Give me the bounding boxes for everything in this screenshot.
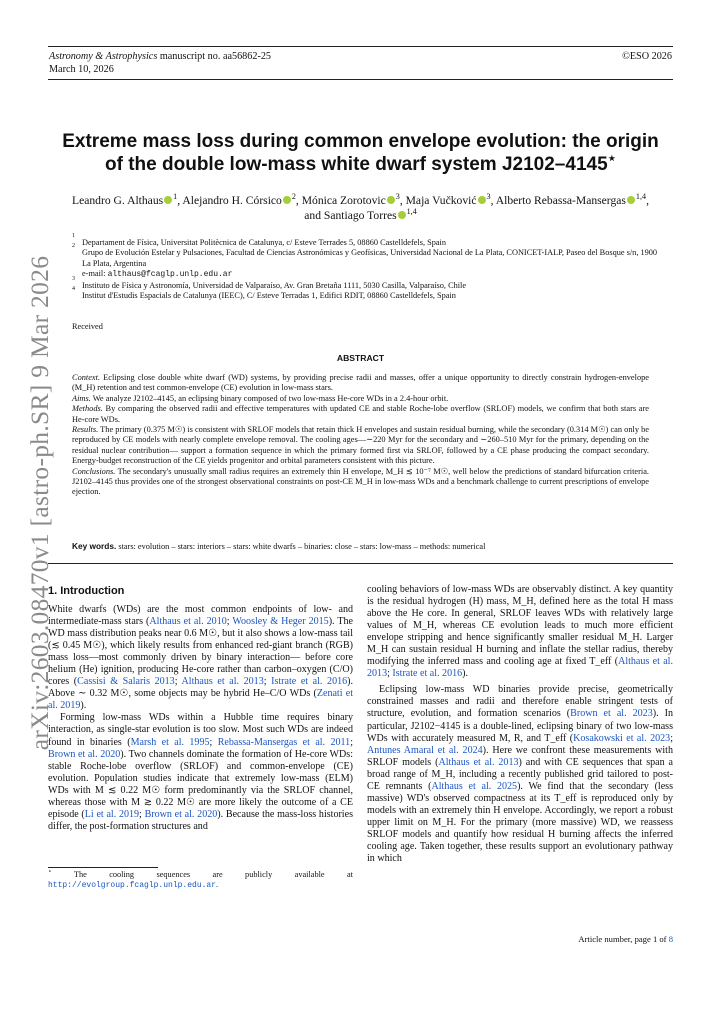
received-line: Received [72,322,103,331]
citation-link[interactable]: Althaus et al. 2010 [149,616,227,628]
citation-link[interactable]: Althaus et al. 2013 [367,656,673,680]
keywords-text: stars: evolution – stars: interiors – stars: white dwarfs – binaries: close – stars: low-mass – methods: numerical [116,542,486,551]
footnote-mark: ⋆ [48,869,52,876]
affiliation-text: Institut d'Estudis Espacials de Catalunya (IEEC), C/ Esteve Terradas 1, Edifici RDIT, 08860 Castelldefels, Spain [82,291,456,301]
footnote-url-link[interactable]: http://evolgroup.fcaglp.unlp.edu.ar [48,881,217,890]
abstract-methods [72,404,649,425]
manuscript-number: manuscript no. aa56862-25 [157,51,272,62]
citation-link[interactable]: Rebassa-Mansergas et al. 2011 [217,736,351,748]
affiliation-2: 2 Grupo de Evolución Estelar y Pulsaciones, Facultad de Ciencias Astronómicas y Geofísicas, Universidad Nacional de La Plata, CONICET-IALP, Paseo del Bosque s/n, 1900 La Plata, Argentina e-mail: althaus@fcaglp.unlp.edu.ar [72,243,658,280]
author-list [70,193,651,223]
orcid-icon[interactable] [478,196,486,204]
intro-paragraph-1: White dwarfs (WDs) are the most common endpoints of low- and intermediate-mass stars (Althaus et al. 2010; Woosley & Heger 2015). The WD mass distribution peaks near 0.6 M☉, but it also shows a low-mass tail (≲ 0.45 M☉), which likely results from enhanced red-giant branch (RGB) mass loss—most commonly driven by binary interaction— before core helium (He) ignition, producing He-core rather than carbon–oxygen (C/O) cores (Cassisi & Salaris 2013; Althaus et al. 2013; Istrate et al. 2016). Above ∼ 0.32 M☉, some objects may be hybrid He–C/O WDs (Zenati et al. 2019). [48,604,354,712]
text: Eclipsing low-mass WD binaries provide precise, geometrically constrained masses and radii and therefore enable stringent tests of structure, evolution, and formation scenarios ( [367,684,673,720]
text: ). Above ∼ 0.32 M☉, some objects may be hybrid He–C/O WDs ( [48,676,354,700]
manuscript-date: March 10, 2026 [49,64,114,75]
orcid-icon[interactable] [627,196,635,204]
title-line-1: Extreme mass loss during common envelope evolution: the origin [62,131,659,152]
citation-link[interactable]: Li et al. 2019 [84,808,140,820]
citation-link[interactable]: Istrate et al. 2016 [392,668,463,680]
author-2-affil: 2 [291,192,296,202]
citation-link[interactable]: Zenati et al. 2019 [48,688,353,712]
author-3: , Mónica Zorotovic [295,194,386,207]
footnote-end: . [216,880,219,889]
author-6-affil: 1,4 [406,207,417,217]
author-4: , Maja Vučković [399,194,477,207]
text: We analyze J2102–4145, an eclipsing binary composed of two low-mass He-core WDs in a 2.4-hour orbit. [90,393,449,403]
citation-link[interactable]: Althaus et al. 2025 [431,780,518,792]
text: Eclipsing close double white dwarf (WD) systems, by providing precise radii and masses, offer a unique opportunity to directly constrain hydrogen-envelope (M_H) retention and test common-envelope (CE) evolution in low-mass stars. [72,373,649,393]
keywords-label: Key words. [72,541,117,551]
intro-paragraph-2-cont: cooling behaviors of low-mass WDs are observably distinct. A key quantity is the residual hydrogen (H) mass, M_H, defined here as the total H mass above the He core. In general, SRLOF leaves WDs with relatively large values of M_H, whereas CE evolution leads to much more efficient envelope stripping and hence significantly smaller residual M_H. Larger M_H can sustain residual H burning and inflate the stellar radius, thereby modifying the inferred mass and cooling age at fixed T_eff (Althaus et al. 2013; Istrate et al. 2016). [367,584,673,680]
title-line-2: of the double low-mass white dwarf system J2102–4145 [105,154,608,175]
author-4-affil: 3 [486,192,491,202]
paper-title [40,130,681,176]
arxiv-watermark: arXiv:2603.08470v1 [astro-ph.SR] 9 Mar 2026 [25,255,54,751]
page-number [490,934,673,944]
intro-paragraph-3: Eclipsing low-mass WD binaries provide precise, geometrically constrained masses and radii and therefore enable stringent tests of structure, evolution, and formation scenarios (Brown et al. 2023). In particular, J2102−4145 is a double-lined, eclipsing binary of two low-mass WDs with accurately measured M, R, and T_eff (Kosakowski et al. 2023; Antunes Amaral et al. 2024). Here we confront these measurements with SRLOF models (Althaus et al. 2013) and with CE sequences that span a broad range of M_H, including a recently published grid tailored to post-CE remnants (Althaus et al. 2025). We find that the secondary (less massive) WD's observed compactness at its T_eff is reproduced only by models with an extremely thin H envelope. Accordingly, we report a robust upper limit on M_H. For the primary (more massive) WD, we reassess SRLOF models and quantify how residual H burning affects the inferred cooling age. Taken together, these results support an evolutionary pathway in which [367,684,673,865]
text: ). We find that the secondary (less massive) WD's observed compactness at its T_eff is reproduced only by models with an extremely thin H envelope. Accordingly, we report a robust upper limit on M_H. For the primary (more massive) WD, we reassess SRLOF models and quantify how residual H burning affects the inferred cooling age. Taken together, these results support an evolutionary pathway in which [367,780,673,865]
abstract-aims [72,394,649,404]
right-column [367,584,673,865]
abstract-heading: ABSTRACT [336,353,385,363]
text: The secondary's unusually small radius requires an extremely thin H envelope, M_H ≲ 10⁻⁷ M☉, well below the predictions of standard bifurcation criteria. J2102–4145 thus provides one of the strongest observational constraints on post-CE M_H in low-mass WDs and a benchmark challenge to current prescriptions of envelope ejection. [72,466,649,497]
text: ). Two channels dominate the formation of He-core WDs: stable Roche-lobe overflow (SRLOF) and common-envelope (CE) evolution. Population studies indicate that extremely low-mass (ELM) WDs with M ≲ 0.22 M☉ form predominantly via the SRLOF channel, whereas those with M ≳ 0.22 M☉ are more likely the outcome of a CE episode ( [48,748,353,820]
citation-link[interactable]: Brown et al. 2020 [144,808,218,820]
footnote-rule [48,867,158,868]
abstract-conclusions [72,467,649,498]
orcid-icon[interactable] [164,196,172,204]
citation-link[interactable]: Antunes Amaral et al. 2024 [367,744,483,756]
citation-link[interactable]: Marsh et al. 1995 [130,736,210,748]
journal-name: Astronomy & Astrophysics [49,51,158,62]
text: White dwarfs (WDs) are the most common endpoints of low- and intermediate-mass stars ( [48,604,353,628]
author-1-affil: 1 [173,192,178,202]
author-3-affil: 3 [395,192,400,202]
citation-link[interactable]: Brown et al. 2023 [570,708,653,720]
text: Forming low-mass WDs within a Hubble time requires binary interaction, as single-star evolution is too slow. Most such WDs are indeed found in binaries ( [48,712,353,748]
label: Methods. [72,404,103,414]
text: ). The WD mass distribution peaks near 0.6 M☉, but it also shows a low-mass tail (≲ 0.45 M☉), which likely results from enhanced red-giant branch (RGB) mass loss—most commonly driven by binary interaction— before core helium (He) ignition, producing He-core rather than carbon–oxygen (C/O) cores ( [48,616,353,688]
text: cooling behaviors of low-mass WDs are observably distinct. A key quantity is the residual hydrogen (H) mass, M_H, defined here as the total H mass above the He core. In general, SRLOF leaves WDs with relatively large values of M_H, whereas CE evolution leads to much more efficient envelope stripping and hence significantly smaller residual M_H. Larger M_H can sustain residual H burning and inflate the stellar radius, thereby modifying the inferred mass and cooling age at fixed T_eff ( [367,584,673,668]
page-total-link[interactable]: 8 [668,934,673,944]
email-label: e-mail: [82,269,108,279]
affiliation-text: Grupo de Evolución Estelar y Pulsaciones, Facultad de Ciencias Astronómicas y Geofísicas, Universidad Nacional de La Plata, CONICET-IALP, Paseo del Bosque s/n, 1900 La Plata, Argentina [82,248,658,268]
affiliation-text: Departament de Física, Universitat Politècnica de Catalunya, c/ Esteve Terrades 5, 08860 Castelldefels, Spain [82,238,446,247]
running-header [48,46,673,80]
author-1: Leandro G. Althaus [72,194,164,207]
label: Context. [72,373,101,382]
author-5-affil: 1,4 [635,192,647,202]
keywords [72,541,662,552]
footnote [48,870,353,891]
affiliation-3: 3 Instituto de Física y Astronomía, Universidad de Valparaíso, Av. Gran Bretaña 1111, 5030 Casilla, Valparaíso, Chile [72,275,467,290]
copyright: ©ESO 2026 [622,51,672,62]
citation-link[interactable]: Althaus et al. 2013 [438,756,519,768]
email-address[interactable]: althaus@fcaglp.unlp.edu.ar [107,270,233,280]
page-number-text: Article number, page 1 of [578,934,669,944]
abstract-results [72,425,649,467]
left-column [48,604,353,833]
citation-link[interactable]: Althaus et al. 2013 [181,676,264,688]
text: ). [80,700,87,712]
text: ). [462,668,469,680]
citation-link[interactable]: Cassisi & Salaris 2013 [77,676,175,688]
abstract-context [72,373,649,394]
footnote-text: The cooling sequences are publicly available at [51,870,353,879]
orcid-icon[interactable] [283,196,291,204]
label: Aims. [72,393,91,403]
affiliation-text: Instituto de Física y Astronomía, Universidad de Valparaíso, Av. Gran Bretaña 1111, 5030 Casilla, Valparaíso, Chile [82,280,467,290]
affiliation-1: 1 Departament de Física, Universitat Politècnica de Catalunya, c/ Esteve Terrades 5, 08860 Castelldefels, Spain [72,233,446,247]
citation-link[interactable]: Istrate et al. 2016 [271,676,348,688]
affiliation-4: 4 Institut d'Estudis Espacials de Catalunya (IEEC), C/ Esteve Terradas 1, Edifici RDIT, 08860 Castelldefels, Spain [72,286,456,301]
citation-link[interactable]: Kosakowski et al. 2023 [573,732,671,744]
citation-link[interactable]: Woosley & Heger 2015 [232,616,329,628]
abstract [72,373,649,498]
affiliations [72,233,662,301]
text: ). In particular, J2102−4145 is a double-lined, eclipsing binary of two low-mass WDs with accurately measured M, R, and T_eff ( [367,708,673,744]
text: ). Because the mass-loss histories differ, the post-formation structures and [48,808,353,832]
citation-link[interactable]: Brown et al. 2020 [48,748,121,760]
orcid-icon[interactable] [387,196,395,204]
divider [48,563,673,564]
label: Conclusions. [72,466,116,476]
section-heading: 1. Introduction [48,585,125,597]
text: ) and with CE sequences that span a broad range of M_H, including a recently published grid tailored to post-CE remnants ( [367,756,673,792]
intro-paragraph-2: Forming low-mass WDs within a Hubble time requires binary interaction, as single-star evolution is too slow. Most such WDs are indeed found in binaries (Marsh et al. 1995; Rebassa-Mansergas et al. 2011; Brown et al. 2020). Two channels dominate the formation of He-core WDs: stable Roche-lobe overflow (SRLOF) and common-envelope (CE) evolution. Population studies indicate that extremely low-mass (ELM) WDs with M ≲ 0.22 M☉ form predominantly via the SRLOF channel, whereas those with M ≳ 0.22 M☉ are more likely the outcome of a CE episode (Li et al. 2019; Brown et al. 2020). Because the mass-loss histories differ, the post-formation structures and [48,712,353,832]
author-2: , Alejandro H. Córsico [177,194,282,207]
author-5: , Alberto Rebassa-Mansergas [490,194,626,207]
title-footnote-mark[interactable]: ⋆ [607,150,616,166]
orcid-icon[interactable] [398,211,406,219]
text: ). Here we confront these measurements with SRLOF models ( [367,744,673,768]
author-6: , and Santiago Torres [304,194,649,222]
text: By comparing the observed radii and effective temperatures with updated CE and stable Roche-lobe overflow (SRLOF) models, we confirm that both stars are He-core WDs. [72,404,649,424]
text: The primary (0.375 M☉) is consistent with SRLOF models that retain thick H envelopes and sustain residual burning, while the secondary (0.314 M☉) can only be reproduced by CE models with nearly complete envelope removal. The cooling ages—∼220 Myr for the secondary and ∼260–510 Myr for the primary, depending on the residual nuclear contribution— support a formation sequence in which the primary formed first via SRLOF, followed by a CE phase producing the compact secondary. Energy-budget reconstruction of the CE yields progenitor and orbital parameters consistent with this picture. [72,425,649,466]
journal-line [49,50,271,63]
label: Results. [72,425,99,435]
